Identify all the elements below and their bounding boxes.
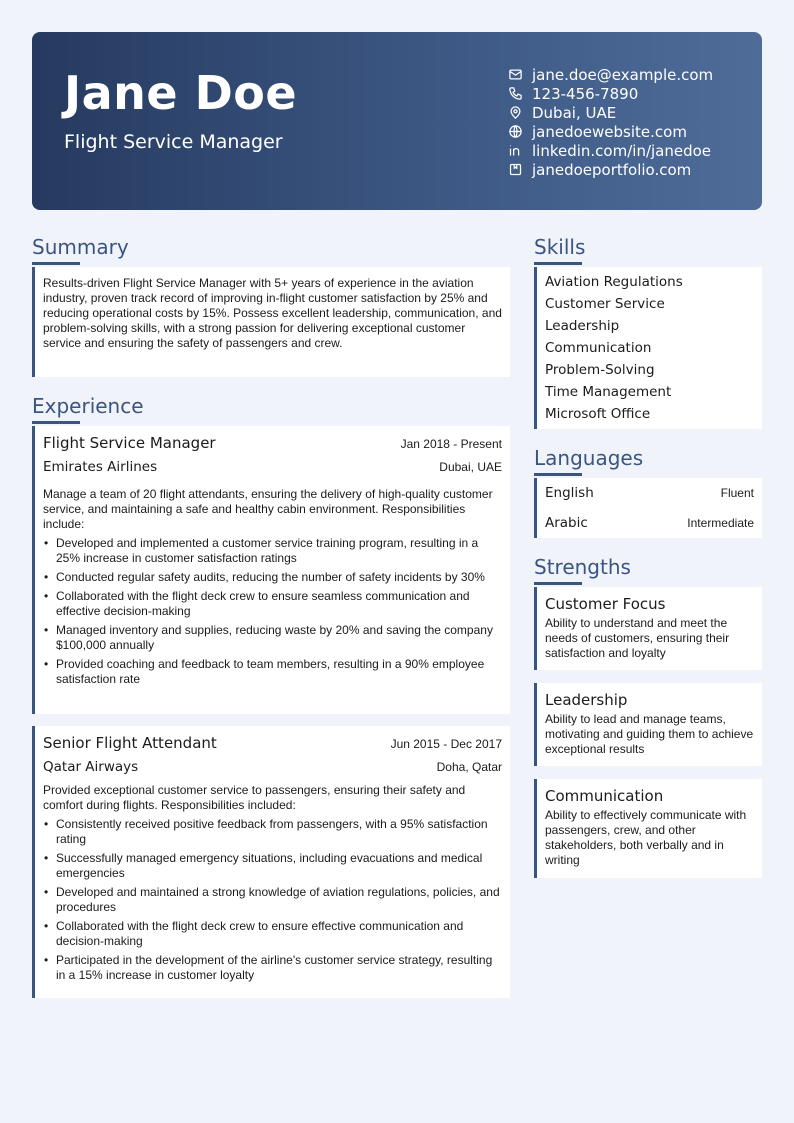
phone-icon [508, 86, 523, 101]
languages-heading: Languages [534, 446, 644, 470]
experience-item [32, 426, 510, 714]
experience-heading: Experience [32, 394, 144, 418]
portfolio-text: janedoeportfolio.com [532, 160, 692, 179]
contact-linkedin[interactable] [508, 141, 713, 160]
skill-item: Customer Service [545, 296, 665, 312]
job-company: Emirates Airlines [43, 459, 158, 475]
portfolio-icon [508, 162, 523, 177]
strength-description: Ability to understand and meet the needs of customers, ensuring their satisfaction and loyalty [545, 616, 730, 660]
resume-header [32, 32, 762, 210]
summary-card [32, 267, 510, 377]
job-bullet: • Managed inventory and supplies, reducing waste by 20% and saving the company $100,000 annually [43, 623, 502, 653]
skill-item: Time Management [545, 384, 672, 400]
strength-item [534, 779, 762, 878]
job-company: Qatar Airways [43, 759, 139, 775]
email-text: jane.doe@example.com [532, 65, 714, 84]
job-bullet: • Successfully managed emergency situations, including evacuations and medical emergencies [43, 851, 502, 881]
mail-icon [508, 67, 523, 82]
skill-item: Aviation Regulations [545, 274, 683, 290]
language-item [534, 478, 762, 508]
language-name: English [545, 485, 594, 501]
strength-title: Leadership [545, 691, 628, 709]
language-level: Intermediate [687, 516, 754, 530]
strength-item [534, 587, 762, 670]
skill-item: Leadership [545, 318, 620, 334]
skill-item: Communication [545, 340, 652, 356]
job-bullet: • Consistently received positive feedback from passengers, with a 95% satisfaction rating [43, 817, 502, 847]
candidate-title: Flight Service Manager [64, 131, 283, 153]
contact-list [508, 65, 713, 179]
contact-email[interactable] [508, 65, 713, 84]
job-dates: Jan 2018 - Present [400, 437, 502, 451]
summary-text: Results-driven Flight Service Manager with 5+ years of experience in the aviation industry, proven track record of improving in-flight customer satisfaction by 25% and reducing operational costs by 15%. Possess excellent leadership, communication, and problem-solving skills, with a strong passion for delivering exceptional customer service and ensuring the safety of passengers and crew. [43, 276, 502, 350]
contact-location [508, 103, 713, 122]
strengths-heading: Strengths [534, 555, 631, 579]
experience-item [32, 726, 510, 998]
language-level: Fluent [720, 486, 754, 500]
job-bullet: • Participated in the development of the airline's customer service strategy, resulting in a 15% increase in customer loyalty [43, 953, 502, 983]
phone-text: 123-456-7890 [532, 84, 639, 103]
skills-heading: Skills [534, 235, 586, 259]
candidate-name: Jane Doe [64, 66, 298, 120]
job-location: Doha, Qatar [436, 760, 502, 774]
job-bullet: • Developed and implemented a customer service training program, resulting in a 25% increase in customer satisfaction ratings [43, 536, 502, 566]
map-pin-icon [508, 105, 523, 120]
job-bullet-list [43, 536, 502, 687]
summary-heading: Summary [32, 235, 129, 259]
job-location: Dubai, UAE [439, 460, 502, 474]
job-bullet: • Collaborated with the flight deck crew to ensure effective communication and decision-making [43, 919, 502, 949]
language-item [534, 508, 762, 538]
contact-phone[interactable] [508, 84, 713, 103]
skills-card [534, 267, 762, 429]
job-description: Provided exceptional customer service to passengers, ensuring their safety and comfort during flights. Responsibilities included: [43, 783, 466, 812]
job-description: Manage a team of 20 flight attendants, ensuring the delivery of high-quality customer service, and maintaining a safe and healthy cabin environment. Responsibilities include: [43, 487, 493, 531]
strength-item [534, 683, 762, 766]
language-name: Arabic [545, 515, 588, 531]
globe-icon [508, 124, 523, 139]
job-bullet: • Provided coaching and feedback to team members, resulting in a 90% employee satisfaction rate [43, 657, 502, 687]
job-bullet-list [43, 817, 502, 983]
job-title: Flight Service Manager [43, 434, 216, 452]
job-title: Senior Flight Attendant [43, 734, 217, 752]
contact-website[interactable] [508, 122, 713, 141]
skill-item: Microsoft Office [545, 406, 651, 422]
job-bullet: • Collaborated with the flight deck crew to ensure seamless communication and effective decision-making [43, 589, 502, 619]
job-bullet: • Developed and maintained a strong knowledge of aviation regulations, policies, and procedures [43, 885, 502, 915]
strength-title: Communication [545, 787, 664, 805]
location-text: Dubai, UAE [532, 103, 617, 122]
linkedin-icon [508, 143, 523, 158]
strength-title: Customer Focus [545, 595, 666, 613]
job-dates: Jun 2015 - Dec 2017 [390, 737, 502, 751]
job-bullet: • Conducted regular safety audits, reducing the number of safety incidents by 30% [43, 570, 502, 585]
skill-item: Problem-Solving [545, 362, 655, 378]
strength-description: Ability to lead and manage teams, motivating and guiding them to achieve exceptional results [545, 712, 754, 756]
strength-description: Ability to effectively communicate with passengers, crew, and other stakeholders, both verbally and in writing [545, 808, 747, 867]
website-text: janedoewebsite.com [532, 122, 687, 141]
linkedin-text: linkedin.com/in/janedoe [532, 141, 712, 160]
contact-portfolio[interactable] [508, 160, 713, 179]
